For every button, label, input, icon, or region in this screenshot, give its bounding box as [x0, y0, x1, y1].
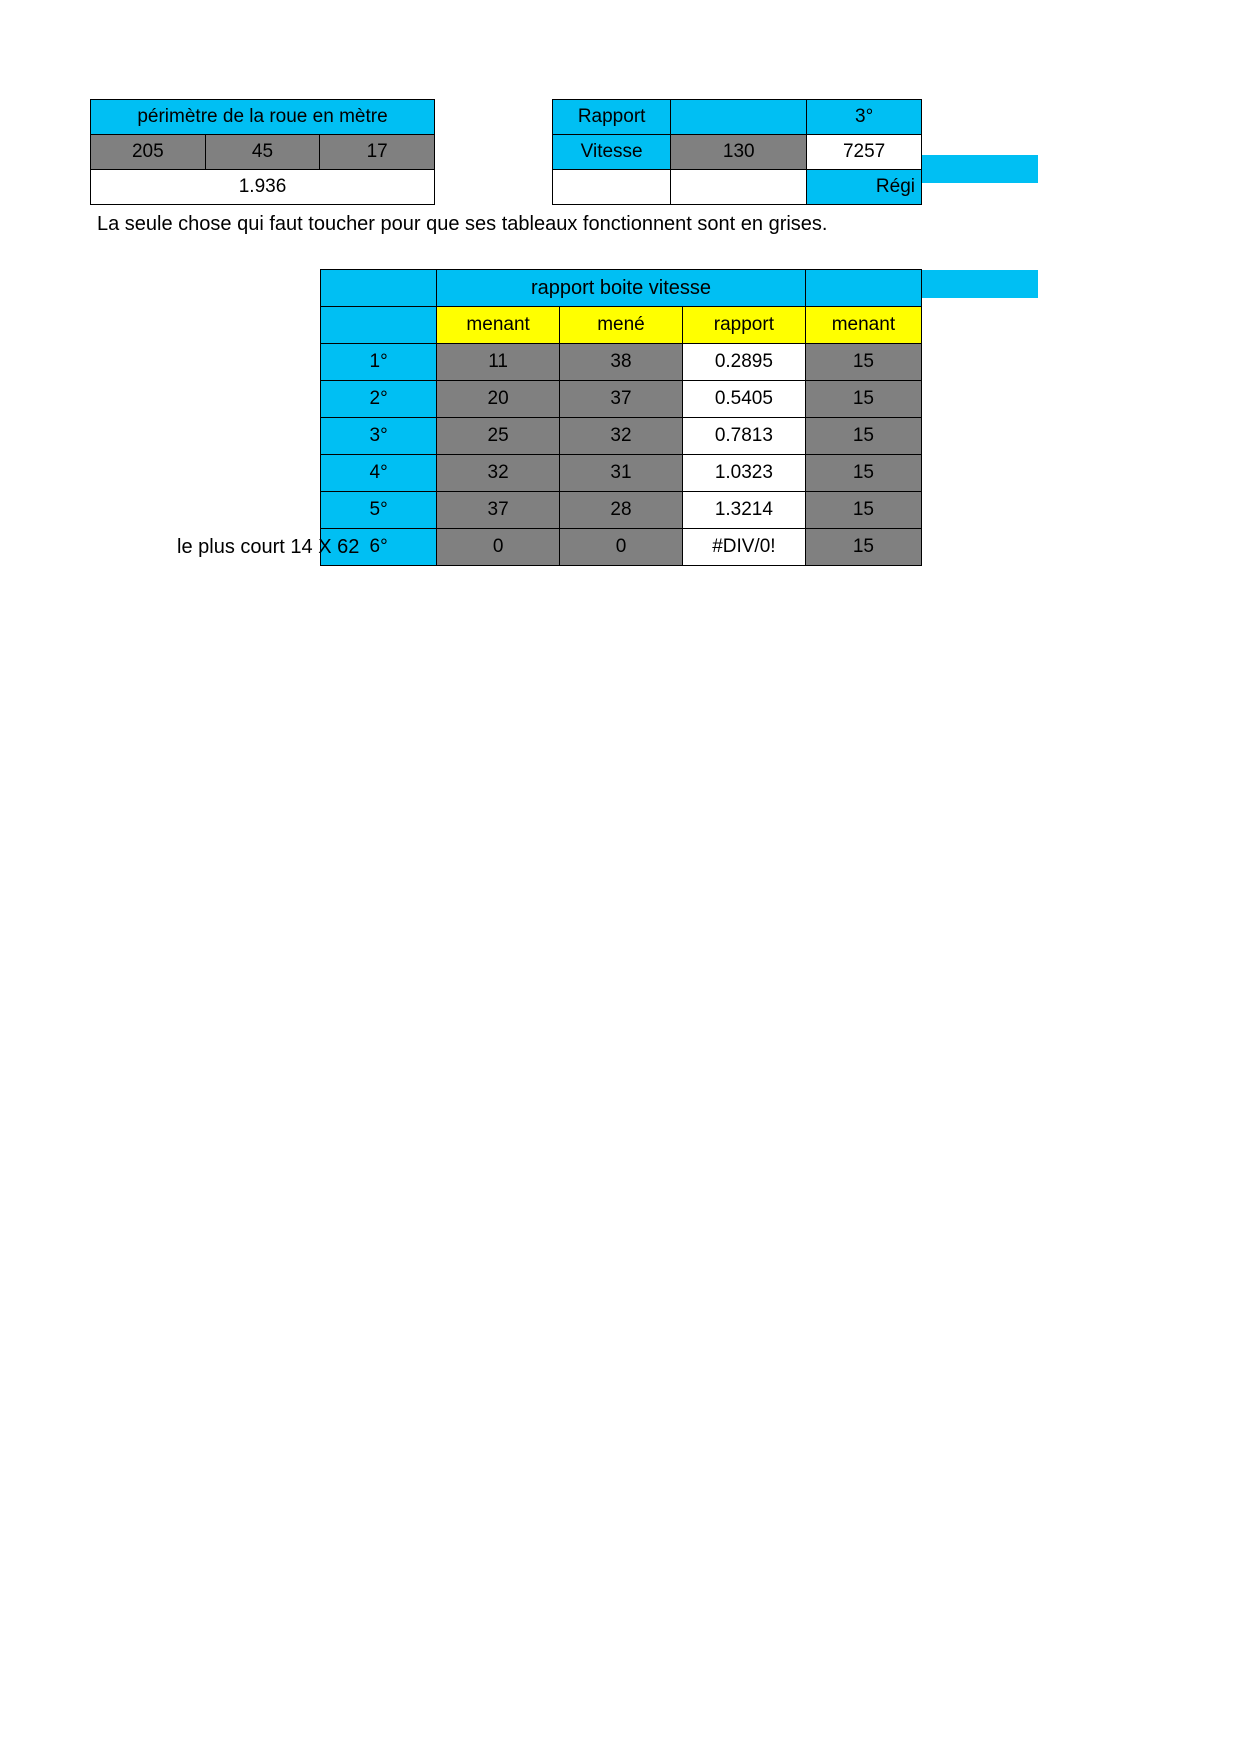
- speed-result-cell[interactable]: 7257: [807, 135, 922, 170]
- perimeter-value-cell-3[interactable]: 17: [320, 135, 435, 170]
- table-row: [321, 307, 922, 344]
- gear-menant-5[interactable]: 37: [437, 492, 560, 529]
- table-row: [321, 270, 922, 307]
- gear-menant-2[interactable]: 20: [437, 381, 560, 418]
- gearbox-title-blank[interactable]: [321, 270, 437, 307]
- table-row: [553, 100, 922, 135]
- speed-label-cell[interactable]: Vitesse: [553, 135, 671, 170]
- table-row: [321, 344, 922, 381]
- regime-blank-cell-1[interactable]: [553, 170, 671, 205]
- gearbox-col-header-menant[interactable]: menant: [437, 307, 560, 344]
- gear-mene-1[interactable]: 38: [560, 344, 683, 381]
- gear-label-3[interactable]: 3°: [321, 418, 437, 455]
- intro-sentence: La seule chose qui faut toucher pour que ses tableaux fonctionnent sont en grises.: [97, 213, 828, 235]
- gear-label-6[interactable]: 6°: [321, 529, 437, 566]
- table-row: [91, 100, 435, 135]
- table-row: [91, 135, 435, 170]
- gearbox-col-header-0[interactable]: [321, 307, 437, 344]
- gear-menant-1[interactable]: 11: [437, 344, 560, 381]
- perimeter-value-cell-2[interactable]: 45: [205, 135, 320, 170]
- gear-menant-6[interactable]: 0: [437, 529, 560, 566]
- ratio-header-blank[interactable]: [671, 100, 807, 135]
- gear-rapport-4[interactable]: 1.0323: [682, 455, 805, 492]
- table-row: [321, 381, 922, 418]
- table-row: [91, 170, 435, 205]
- gear-menant2-4[interactable]: 15: [805, 455, 921, 492]
- table-row: [321, 492, 922, 529]
- ratio-header-gear[interactable]: 3°: [807, 100, 922, 135]
- perimeter-table: [90, 99, 435, 205]
- gear-mene-4[interactable]: 31: [560, 455, 683, 492]
- regime-label-cell[interactable]: Régi: [807, 170, 922, 205]
- perimeter-result-cell[interactable]: 1.936: [91, 170, 435, 205]
- gear-menant2-6[interactable]: 15: [805, 529, 921, 566]
- gearbox-col-header-rapport[interactable]: rapport: [682, 307, 805, 344]
- gear-menant2-2[interactable]: 15: [805, 381, 921, 418]
- gear-menant-4[interactable]: 32: [437, 455, 560, 492]
- gear-rapport-2[interactable]: 0.5405: [682, 381, 805, 418]
- gearbox-title-cell[interactable]: rapport boite vitesse: [437, 270, 806, 307]
- gear-label-1[interactable]: 1°: [321, 344, 437, 381]
- gear-menant2-5[interactable]: 15: [805, 492, 921, 529]
- gear-mene-3[interactable]: 32: [560, 418, 683, 455]
- perimeter-title-cell[interactable]: périmètre de la roue en mètre: [91, 100, 435, 135]
- gear-menant2-1[interactable]: 15: [805, 344, 921, 381]
- ratio-header-label[interactable]: Rapport: [553, 100, 671, 135]
- gearbox-title-extra[interactable]: [805, 270, 921, 307]
- gear-rapport-5[interactable]: 1.3214: [682, 492, 805, 529]
- regime-blank-cell-2[interactable]: [671, 170, 807, 205]
- gearbox-col-header-mene[interactable]: mené: [560, 307, 683, 344]
- table-row: [321, 529, 922, 566]
- table-row: [553, 135, 922, 170]
- gearbox-col-header-menant2[interactable]: menant: [805, 307, 921, 344]
- table-row: [321, 418, 922, 455]
- perimeter-value-cell-1[interactable]: 205: [91, 135, 206, 170]
- table-row: [553, 170, 922, 205]
- gear-label-5[interactable]: 5°: [321, 492, 437, 529]
- gear-rapport-6[interactable]: #DIV/0!: [682, 529, 805, 566]
- gear-mene-6[interactable]: 0: [560, 529, 683, 566]
- gear-rapport-3[interactable]: 0.7813: [682, 418, 805, 455]
- gear-menant-3[interactable]: 25: [437, 418, 560, 455]
- speed-input-cell[interactable]: 130: [671, 135, 807, 170]
- bottom-note: le plus court 14 X 62: [177, 536, 360, 558]
- table-row: [321, 455, 922, 492]
- gear-label-4[interactable]: 4°: [321, 455, 437, 492]
- gear-menant2-3[interactable]: 15: [805, 418, 921, 455]
- gear-mene-2[interactable]: 37: [560, 381, 683, 418]
- gear-mene-5[interactable]: 28: [560, 492, 683, 529]
- gear-label-2[interactable]: 2°: [321, 381, 437, 418]
- gearbox-ratio-table: [320, 269, 922, 566]
- gear-rapport-1[interactable]: 0.2895: [682, 344, 805, 381]
- ratio-table: [552, 99, 922, 205]
